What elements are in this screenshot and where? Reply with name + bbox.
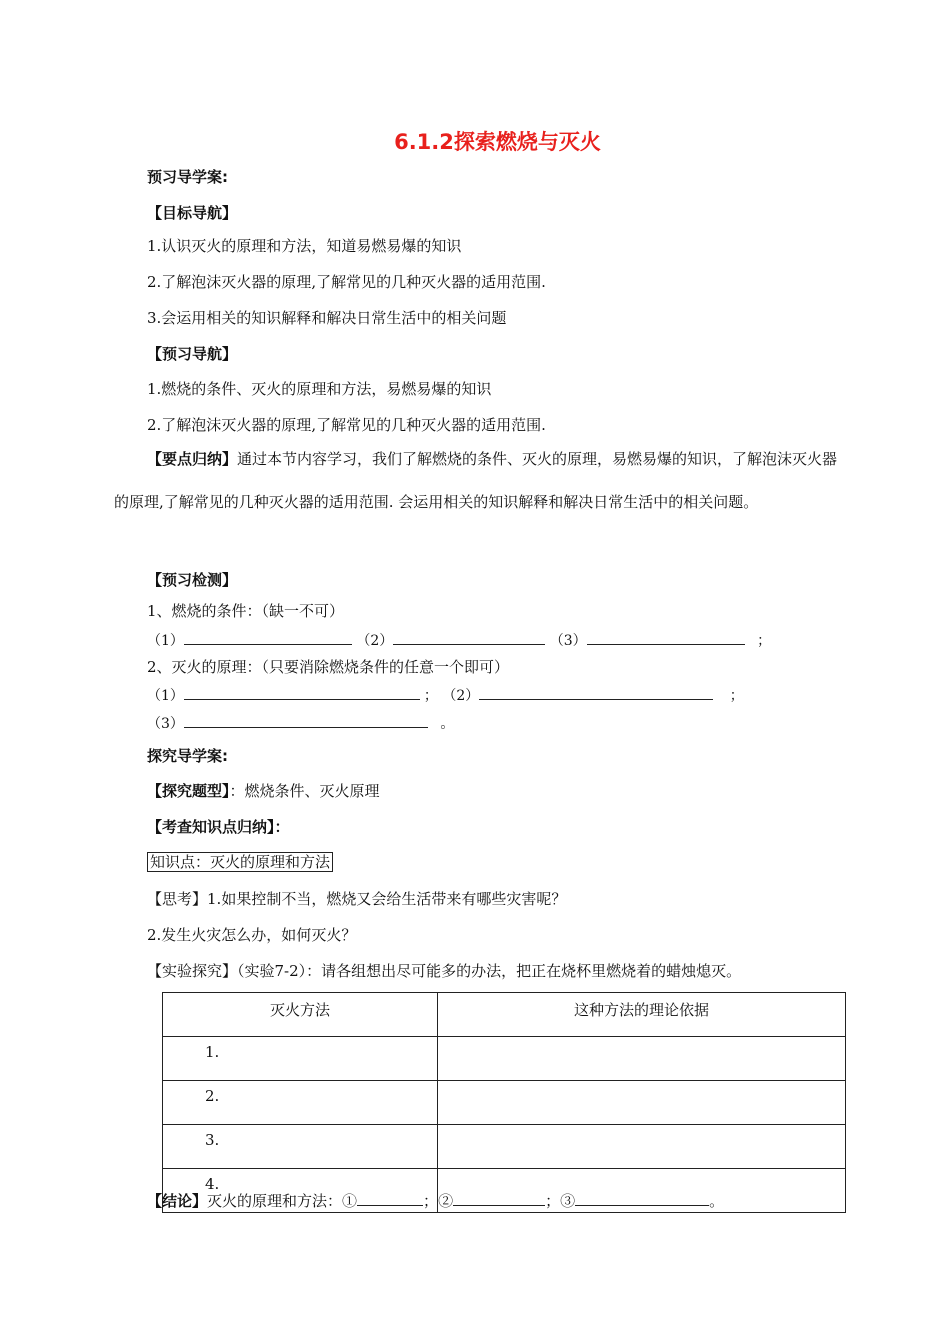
goal-item-1: 1.认识灭火的原理和方法，知道易燃易爆的知识 <box>147 237 462 255</box>
table-cell-empty[interactable] <box>438 1037 846 1081</box>
conclusion-blank-1[interactable] <box>357 1191 423 1206</box>
table-row <box>163 1081 846 1125</box>
goal-item-2: 2.了解泡沫灭火器的原理,了解常见的几种灭火器的适用范围. <box>147 273 546 291</box>
table-header-basis: 这种方法的理论依据 <box>438 993 846 1037</box>
table-row <box>163 1125 846 1169</box>
q1-label-1: （1） <box>147 633 184 649</box>
conclusion-period: 。 <box>709 1192 725 1210</box>
q2-period: 。 <box>440 716 455 732</box>
table-row-number: 2. <box>163 1081 438 1125</box>
knowledge-point-box <box>147 851 333 872</box>
q1-label-3: （3） <box>549 633 587 649</box>
table-cell-empty[interactable] <box>438 1081 846 1125</box>
conclusion-text: 灭火的原理和方法： <box>207 1192 343 1210</box>
key-points-text: 通过本节内容学习，我们了解燃烧的条件、灭火的原理，易燃易爆的知识，了解泡沫灭火器的原理,了解常见的几种灭火器的适用范围. 会运用相关的知识解释和解决日常生活中的相关问题。 <box>114 450 838 511</box>
preview-nav-item-1: 1.燃烧的条件、灭火的原理和方法，易燃易爆的知识 <box>147 380 492 398</box>
check-question-2: 2、灭火的原理：（只要消除燃烧条件的任意一个即可） <box>147 658 510 676</box>
conclusion-blank-2[interactable] <box>453 1191 545 1206</box>
q2-label-3: （3） <box>147 716 184 732</box>
table-row-number: 3. <box>163 1125 438 1169</box>
explore-heading: 探究导学案: <box>147 747 228 765</box>
thinking-label: 【思考】 <box>147 890 208 908</box>
q2-blank-1[interactable] <box>184 685 420 700</box>
experiment-text: （实验7-2）：请各组想出尽可能多的办法，把正在烧杯里燃烧着的蜡烛熄灭。 <box>237 962 742 980</box>
conclusion-mark-2: ② <box>438 1192 454 1210</box>
check-q1-blanks-row <box>147 630 771 650</box>
q2-label-1: （1） <box>147 688 184 704</box>
q1-blank-3[interactable] <box>587 630 745 645</box>
knowledge-point-text: 知识点：灭火的原理和方法 <box>147 852 333 872</box>
explore-type-label: 【探究题型】 <box>147 782 230 800</box>
goals-heading: 【目标导航】 <box>147 204 238 222</box>
q2-blank-2[interactable] <box>479 685 713 700</box>
table-row-number: 1. <box>163 1037 438 1081</box>
check-q2-blanks-row-1 <box>147 685 744 705</box>
goal-item-3: 3.会运用相关的知识解释和解决日常生活中的相关问题 <box>147 309 507 327</box>
table-cell-empty[interactable] <box>438 1125 846 1169</box>
q1-semicolon: ； <box>757 633 772 649</box>
q2-semicolon-2: ； <box>729 688 744 704</box>
page-title: 6.1.2探索燃烧与灭火 <box>394 130 601 154</box>
thinking-line <box>147 888 566 909</box>
check-q2-blanks-row-2 <box>147 713 454 733</box>
conclusion-line <box>147 1190 724 1211</box>
q1-blank-2[interactable] <box>393 630 545 645</box>
knowledge-summary-heading: 【考查知识点归纳】： <box>147 818 290 836</box>
conclusion-label: 【结论】 <box>147 1192 208 1210</box>
conclusion-mark-3: ③ <box>560 1192 576 1210</box>
q2-semicolon-1: ； <box>423 688 438 704</box>
explore-type-text: ：燃烧条件、灭火原理 <box>229 782 380 800</box>
thinking-question-2: 2.发生火灾怎么办，如何灭火？ <box>147 926 357 944</box>
conclusion-mark-1: ① <box>342 1192 358 1210</box>
experiment-table <box>162 992 846 1213</box>
table-header-row <box>163 993 846 1037</box>
q1-blank-1[interactable] <box>184 630 352 645</box>
q2-label-2: （2） <box>442 688 480 704</box>
key-points-paragraph <box>114 438 844 524</box>
thinking-question-1: 1.如果控制不当，燃烧又会给生活带来有哪些灾害呢？ <box>207 890 567 908</box>
conclusion-semicolon-2: ； <box>545 1192 561 1210</box>
preview-nav-item-2: 2.了解泡沫灭火器的原理,了解常见的几种灭火器的适用范围. <box>147 416 546 434</box>
preview-check-heading: 【预习检测】 <box>147 571 238 589</box>
conclusion-semicolon-1: ； <box>423 1192 439 1210</box>
table-header-method: 灭火方法 <box>163 993 438 1037</box>
conclusion-blank-3[interactable] <box>575 1191 709 1206</box>
table-row <box>163 1037 846 1081</box>
q2-blank-3[interactable] <box>184 713 428 728</box>
check-question-1: 1、燃烧的条件：（缺一不可） <box>147 602 345 620</box>
preview-heading: 预习导学案: <box>147 168 228 186</box>
table-row-number: 4. <box>163 1169 438 1213</box>
q1-label-2: （2） <box>356 633 394 649</box>
experiment-line <box>147 960 741 981</box>
explore-type-line <box>147 780 380 801</box>
preview-nav-heading: 【预习导航】 <box>147 345 238 363</box>
experiment-label: 【实验探究】 <box>147 962 238 980</box>
key-points-heading: 【要点归纳】 <box>147 450 238 468</box>
